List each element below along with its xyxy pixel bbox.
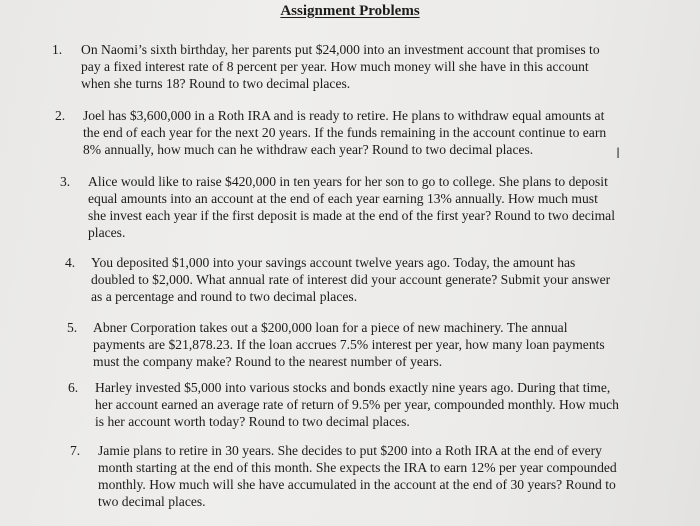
problem-text: Jamie plans to retire in 30 years. She decides to put $200 into a Roth IRA at the end of every month starting at the end of this month. She expects the IRA to earn 12% per year compounded monthly. How much will she have accumulated in the account at the end of 30 years? Round to two decimal places. [98,443,617,509]
problem-number: 2. [55,108,66,123]
problem-number: 1. [52,42,63,57]
problem-number: 3. [60,174,71,189]
problem-text: Alice would like to raise $420,000 in ten years for her son to go to college. She plans to deposit equal amounts into an account at the end of each year earning 13% annually. How much must she invest each year if the first deposit is made at the end of the first year? Round to two decimal places. [88,174,615,240]
problem-text: Harley invested $5,000 into various stocks and bonds exactly nine years ago. During that time, her account earned an average rate of return of 9.5% per year, compounded monthly. How much is her account worth today? Round to two decimal places. [95,380,619,429]
text-cursor-icon: Ι [616,146,621,162]
problem-number: 6. [68,380,79,395]
problem-number: 7. [70,443,81,458]
problem-number: 5. [67,320,78,335]
problem-text: You deposited $1,000 into your savings account twelve years ago. Today, the amount has doubled to $2,000. What annual rate of interest did your account generate? Submit your answer as a percentage and round to two decimal places. [91,255,611,304]
problem-text: Abner Corporation takes out a $200,000 loan for a piece of new machinery. The annual payments are $21,878.23. If the loan accrues 7.5% interest per year, how many loan payments must the company make? Round to the nearest number of years. [93,320,605,369]
problem-number: 4. [65,255,76,270]
problem-text: Joel has $3,600,000 in a Roth IRA and is ready to retire. He plans to withdraw equal amounts at the end of each year for the next 20 years. If the funds remaining in the account continue to earn 8% annually, how much can he withdraw each year? Round to two decimal places. [83,108,607,157]
page-title: Assignment Problems [280,3,420,19]
problem-text: On Naomi’s sixth birthday, her parents put $24,000 into an investment account that promises to pay a fixed interest rate of 8 percent per year. How much money will she have in this account when she turns 18? Round to two decimal places. [81,42,600,91]
